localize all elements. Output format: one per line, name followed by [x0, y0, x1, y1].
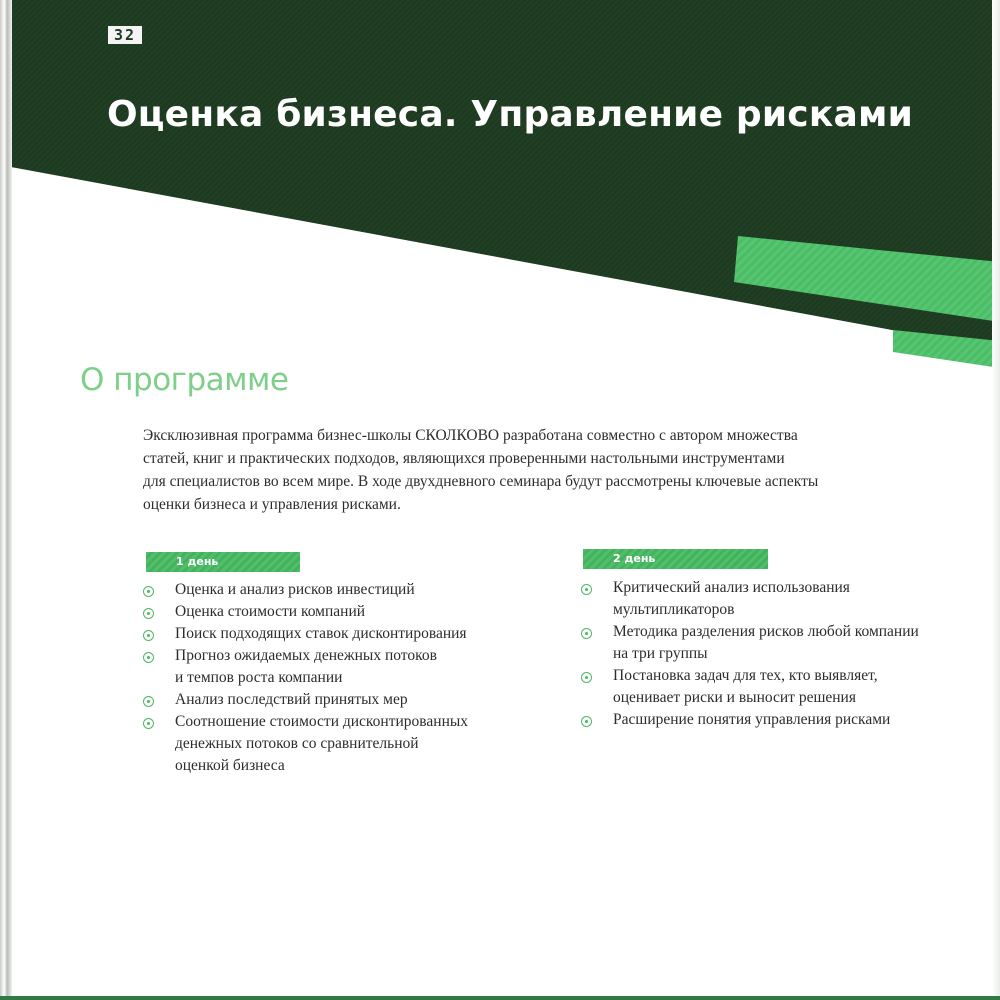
list-item-text: Постановка задач для тех, кто выявляет,: [613, 667, 878, 684]
circle-dot-icon: [581, 584, 592, 595]
list-item-text: на три группы: [613, 645, 708, 662]
list-item-text: денежных потоков со сравнительной: [175, 735, 419, 752]
list-item: [143, 579, 563, 601]
list-item-text: Критический анализ использования: [613, 579, 850, 596]
list-item: [143, 623, 563, 645]
list-item-text: Расширение понятия управления рисками: [613, 711, 891, 728]
list-item-text: мультипликаторов: [613, 601, 735, 618]
day2-label: 2 день: [583, 549, 768, 569]
list-item-text: Прогноз ожидаемых денежных потоков: [175, 647, 437, 664]
list-item-text: Поиск подходящих ставок дисконтирования: [175, 625, 467, 642]
intro-paragraph: [143, 424, 903, 516]
intro-line: оценки бизнеса и управления рисками.: [143, 496, 401, 513]
circle-dot-icon: [581, 628, 592, 639]
day1-list: [143, 579, 563, 777]
list-item-text: и темпов роста компании: [175, 669, 343, 686]
intro-line: статей, книг и практических подходов, являющихся проверенными настольными инструментами: [143, 450, 785, 467]
circle-dot-icon: [143, 696, 154, 707]
day1-label: 1 день: [146, 552, 300, 572]
list-item-text: Оценка и анализ рисков инвестиций: [175, 581, 415, 598]
book-spine: [0, 0, 12, 1000]
list-item-text: Соотношение стоимости дисконтированных: [175, 713, 469, 730]
circle-dot-icon: [581, 672, 592, 683]
page-edge: [992, 0, 1000, 1000]
intro-line: для специалистов во всем мире. В ходе двухдневного семинара будут рассмотрены ключевые аспекты: [143, 473, 819, 490]
list-item: [143, 711, 563, 777]
list-item: [143, 689, 563, 711]
page-number: 32: [108, 26, 142, 44]
list-item-text: Методика разделения рисков любой компании: [613, 623, 919, 640]
list-item: [581, 665, 981, 709]
list-item-text: оценивает риски и выносит решения: [613, 689, 856, 706]
bottom-border: [0, 996, 1000, 1000]
circle-dot-icon: [581, 716, 592, 727]
circle-dot-icon: [143, 608, 154, 619]
list-item: [143, 645, 563, 689]
list-item: [143, 601, 563, 623]
list-item-text: Анализ последствий принятых мер: [175, 691, 408, 708]
list-item: [581, 621, 981, 665]
page-title: Оценка бизнеса. Управление рисками: [106, 94, 914, 135]
list-item-text: Оценка стоимости компаний: [175, 603, 366, 620]
list-item: [581, 577, 981, 621]
section-heading: О программе: [80, 362, 289, 398]
circle-dot-icon: [143, 718, 154, 729]
circle-dot-icon: [143, 630, 154, 641]
circle-dot-icon: [143, 652, 154, 663]
intro-line: Эксклюзивная программа бизнес-школы СКОЛКОВО разработана совместно с автором множества: [143, 427, 798, 444]
list-item: [581, 709, 981, 731]
circle-dot-icon: [143, 586, 154, 597]
day2-list: [581, 577, 981, 731]
list-item-text: оценкой бизнеса: [175, 757, 285, 774]
